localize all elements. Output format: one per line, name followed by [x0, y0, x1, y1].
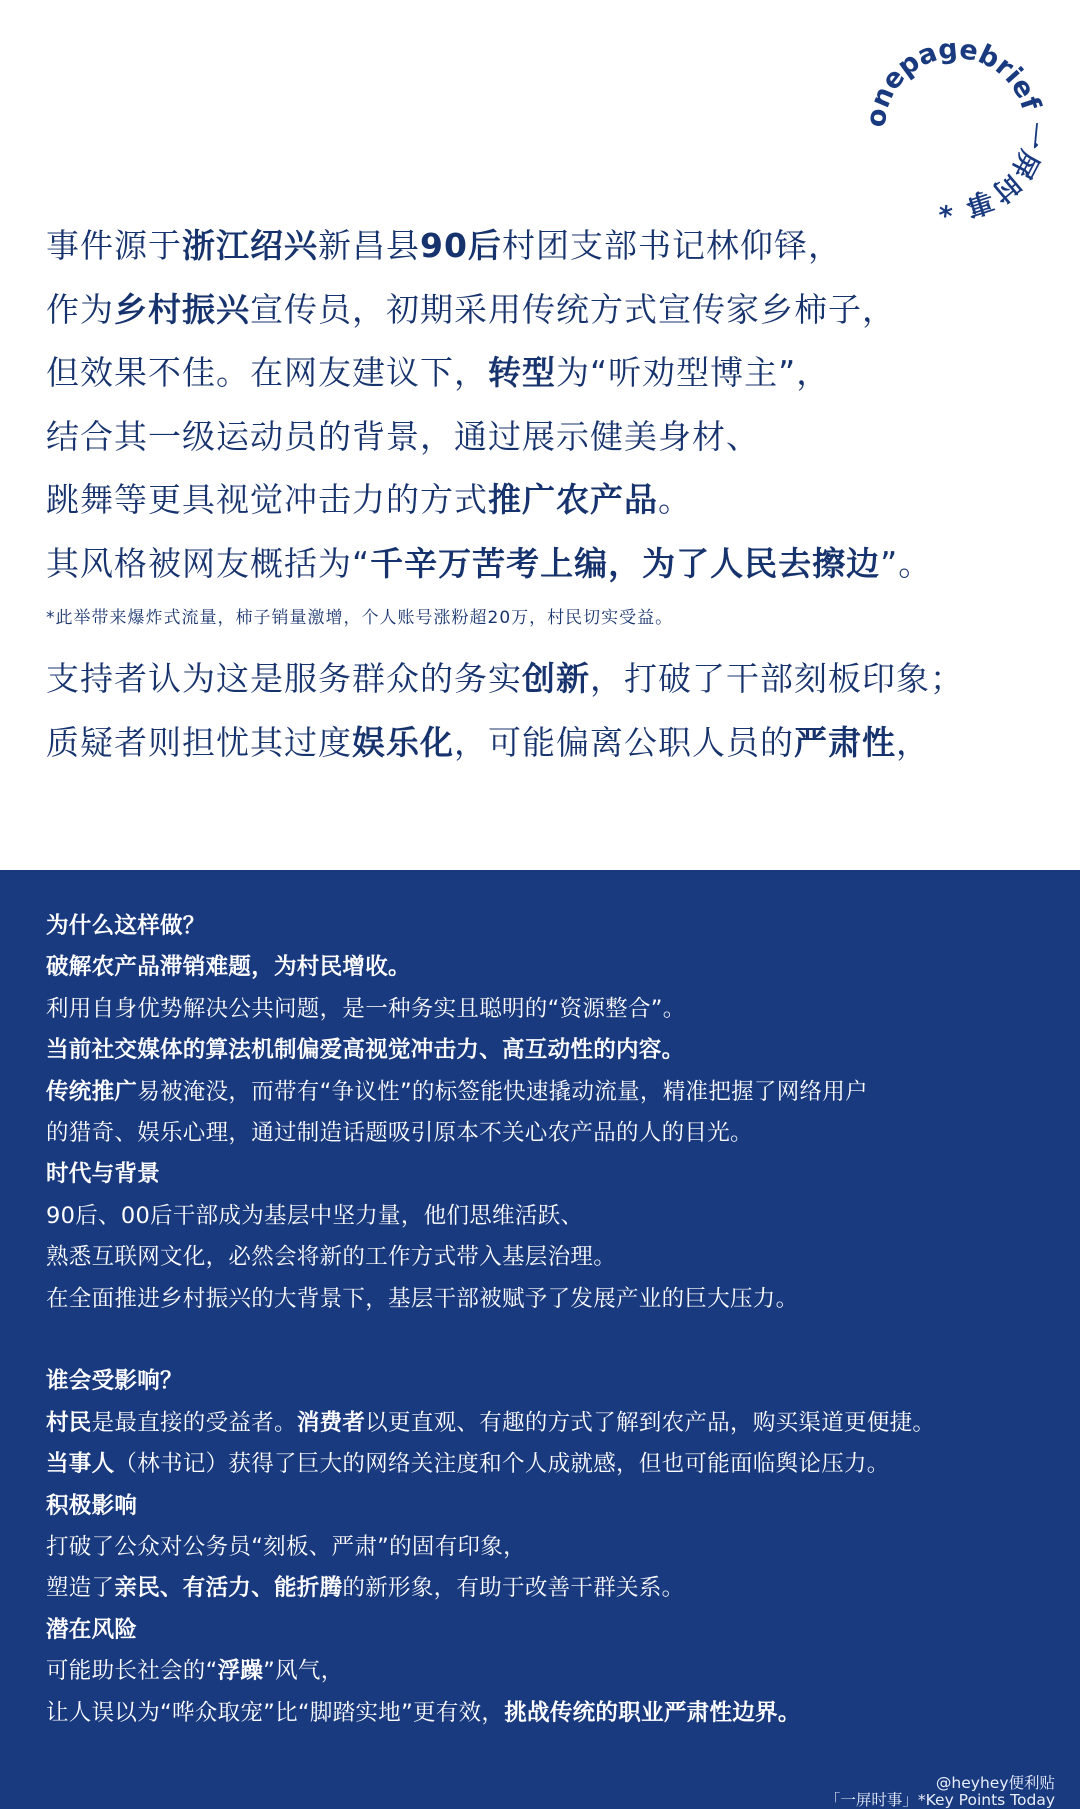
- text-segment: ”。: [880, 543, 933, 583]
- emphasis-text: 为什么这样做？: [46, 913, 206, 939]
- text-line: [46, 1154, 1056, 1195]
- text-line: [46, 947, 1056, 988]
- text-line: [46, 1568, 1056, 1609]
- text-segment: 。: [658, 480, 692, 519]
- emphasis-text: 谁会受影响？: [46, 1368, 183, 1395]
- text-segment: 打破了公众对公务员“刻板、严肃”的固有印象，: [46, 1534, 526, 1561]
- text-segment: 在全面推进乡村振兴的大背景下，基层干部被赋予了发展产业的巨大压力。: [46, 1285, 799, 1312]
- text-line: [46, 341, 1046, 405]
- text-line: [46, 1279, 1056, 1320]
- text-segment: 作为: [46, 289, 114, 329]
- main-article: [46, 214, 1046, 774]
- emphasis-text: 传统推广: [46, 1078, 138, 1105]
- svg-text:onepagebrief 一屏时事 *: [861, 34, 1050, 223]
- text-line: [46, 468, 1046, 532]
- emphasis-text: 转型: [488, 353, 556, 392]
- text-segment: ，可能偏离公职人员的: [454, 722, 794, 762]
- text-line: [46, 1237, 1056, 1278]
- emphasis-text: 当事人: [46, 1451, 115, 1478]
- text-line: [46, 1693, 1056, 1734]
- footnote: *此举带来爆炸式流量，柿子销量激增，个人账号涨粉超20万，村民切实受益。: [46, 608, 674, 628]
- opinion-paragraph: [46, 647, 1046, 774]
- text-line: [46, 1527, 1056, 1568]
- emphasis-text: 娱乐化: [352, 722, 454, 762]
- text-segment: 让人误以为“哗众取宠”比“脚踏实地”更有效，: [46, 1699, 505, 1726]
- text-line: [46, 989, 1056, 1030]
- emphasis-text: 时代与背景: [46, 1161, 161, 1188]
- onepagebrief-logo: [855, 28, 1055, 228]
- text-segment: 90后、00后干部成为基层中坚力量，他们思维活跃、: [46, 1202, 584, 1229]
- emphasis-text: 消费者: [296, 1409, 366, 1436]
- text-segment: 以更直观、有趣的方式了解到农产品，购买渠道更便捷。: [365, 1409, 936, 1436]
- text-segment: 是最直接的受益者。: [91, 1409, 297, 1436]
- text-segment: 的新形象，有助于改善干群关系。: [342, 1575, 685, 1602]
- text-line: [46, 278, 1046, 342]
- text-line: [46, 906, 1056, 947]
- text-line: [46, 1320, 1056, 1361]
- emphasis-text: 亲民、有活力、能折腾: [114, 1575, 343, 1602]
- emphasis-text: 村民: [46, 1409, 92, 1436]
- text-segment: 的猎奇、娱乐心理，通过制造话题吸引原本不关心农产品的人的目光。: [46, 1120, 753, 1147]
- text-segment: 事件源于: [46, 226, 182, 265]
- text-line: [46, 1196, 1056, 1237]
- text-segment: 结合其一级运动员的背景，通过展示健美身材、: [46, 416, 760, 456]
- text-segment: 村团支部书记林仰铎，: [501, 226, 842, 265]
- emphasis-text: 积极影响: [46, 1492, 138, 1519]
- text-segment: 其风格被网友概括为“: [46, 543, 371, 583]
- emphasis-text: 挑战传统的职业严肃性边界。: [504, 1699, 801, 1726]
- emphasis-text: 潜在风险: [46, 1616, 138, 1643]
- text-line: [46, 1444, 1056, 1485]
- text-segment: 易被淹没，而带有“争议性”的标签能快速撬动流量，精准把握了网络用户: [137, 1078, 868, 1105]
- text-line: [46, 1486, 1056, 1527]
- text-segment: 跳舞等更具视觉冲击力的方式: [46, 480, 488, 519]
- emphasis-text: 推广农产品: [488, 480, 658, 519]
- text-line: [46, 1403, 1056, 1444]
- text-segment: 利用自身优势解决公共问题，是一种务实且聪明的“资源整合”。: [46, 995, 686, 1022]
- text-segment: 支持者认为这是服务群众的务实: [46, 659, 522, 698]
- author-handle: @heyhey便利贴: [935, 1774, 1055, 1792]
- analysis-body: [46, 906, 1056, 1734]
- text-line: [46, 1072, 1056, 1113]
- text-line: [46, 711, 1046, 775]
- text-segment: ”风气，: [263, 1658, 344, 1685]
- text-line: [46, 1610, 1056, 1651]
- text-segment: 为“听劝型博主”，: [556, 353, 831, 392]
- text-segment: 熟悉互联网文化，必然会将新的工作方式带入基层治理。: [46, 1244, 617, 1271]
- text-line: [46, 1651, 1056, 1692]
- text-segment: ，: [896, 722, 930, 762]
- text-segment: 质疑者则担忧其过度: [46, 722, 352, 762]
- emphasis-text: 90后: [420, 226, 502, 265]
- text-segment: 新昌县: [318, 226, 420, 265]
- text-line: [46, 532, 1046, 596]
- text-segment: 宣传员，初期采用传统方式宣传家乡柿子，: [250, 289, 896, 329]
- text-segment: （林书记）获得了巨大的网络关注度和个人成就感，但也可能面临舆论压力。: [114, 1451, 890, 1478]
- text-line: [46, 647, 1046, 711]
- text-line: [46, 1030, 1056, 1071]
- text-segment: 塑造了: [46, 1575, 115, 1602]
- text-segment: ，打破了干部刻板印象；: [590, 659, 964, 698]
- text-segment: 可能助长社会的“: [46, 1658, 218, 1685]
- text-line: [46, 405, 1046, 469]
- text-segment: 但效果不佳。在网友建议下，: [46, 353, 488, 392]
- series-credit: 「一屏时事」*Key Points Today: [824, 1791, 1055, 1809]
- emphasis-text: 乡村振兴: [114, 289, 250, 329]
- emphasis-text: 浮躁: [217, 1658, 264, 1685]
- logo-ring-icon: [855, 28, 1055, 228]
- emphasis-text: 浙江绍兴: [182, 226, 318, 265]
- analysis-panel: [0, 870, 1080, 1809]
- text-line: [46, 1361, 1056, 1402]
- emphasis-text: 严肃性: [794, 722, 896, 762]
- emphasis-text: 破解农产品滞销难题，为村民增收。: [46, 954, 411, 981]
- intro-paragraph: [46, 214, 1046, 595]
- text-line: [46, 214, 1046, 278]
- emphasis-text: 千辛万苦考上编，为了人民去擦边: [370, 543, 881, 583]
- emphasis-text: 创新: [522, 659, 590, 698]
- emphasis-text: 当前社交媒体的算法机制偏爱高视觉冲击力、高互动性的内容。: [46, 1037, 685, 1064]
- text-line: [46, 1113, 1056, 1154]
- logo-ring-text: onepagebrief 一屏时事 *: [860, 33, 1050, 223]
